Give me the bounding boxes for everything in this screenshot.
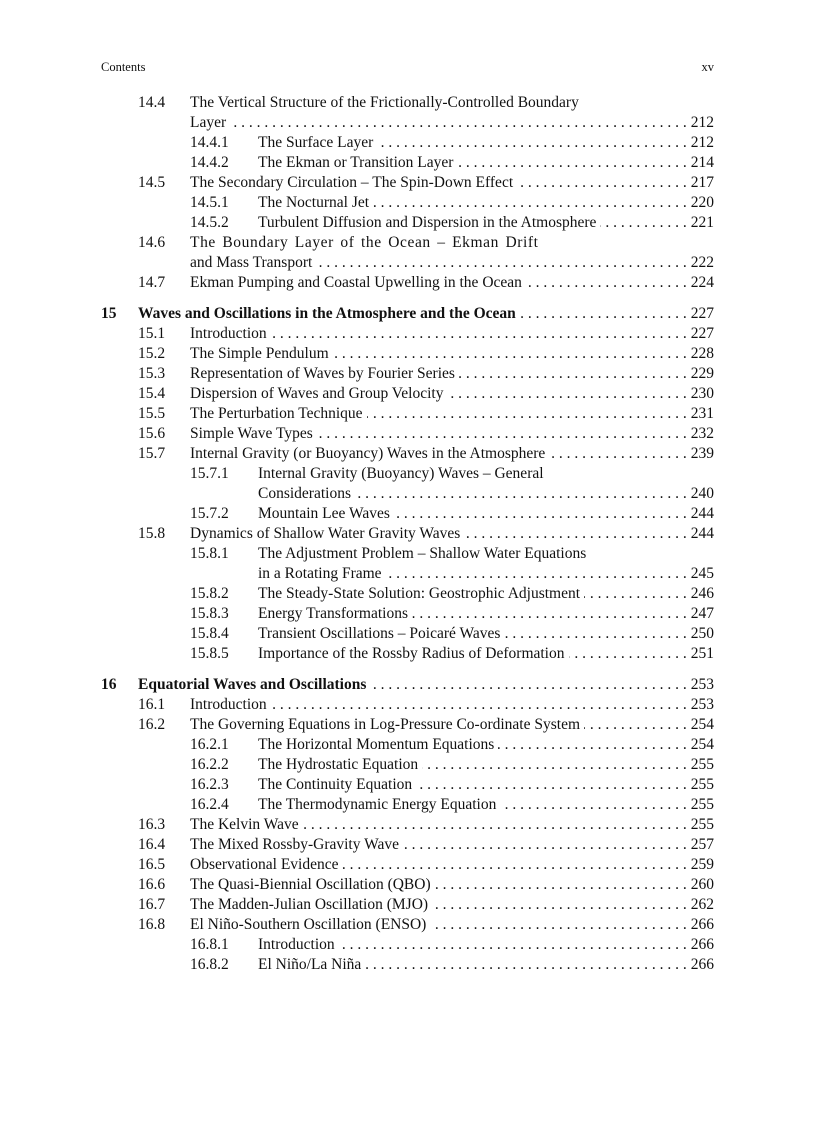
dot-leader	[316, 253, 686, 273]
dot-leader	[600, 213, 686, 233]
toc-entry-title: The Steady-State Solution: Geostrophic Adjustment	[258, 585, 581, 602]
toc-entry-number: 16.2.4	[190, 796, 229, 813]
dot-leader	[498, 735, 686, 755]
toc-entry[interactable]	[101, 193, 714, 213]
toc-entry-page: 224	[690, 274, 714, 291]
dot-leader	[526, 273, 687, 293]
toc-entry-content	[190, 895, 714, 915]
dot-leader	[517, 173, 687, 193]
toc-entry[interactable]	[101, 404, 714, 424]
toc-entry-title: The Adjustment Problem – Shallow Water Equations	[258, 545, 587, 562]
toc-entry-content	[190, 875, 714, 895]
toc-entry[interactable]	[101, 424, 714, 444]
toc-entry-number: 16.6	[138, 876, 166, 893]
toc-entry-title: El Niño-Southern Oscillation (ENSO)	[190, 916, 427, 933]
toc-entry-page: 212	[690, 114, 714, 131]
toc-entry-number: 15.3	[138, 365, 166, 382]
toc-entry-content	[258, 213, 714, 233]
toc-entry-number: 16.8.2	[190, 956, 229, 973]
toc-entry-page: 266	[690, 936, 714, 953]
toc-entry-page: 253	[690, 676, 714, 693]
toc-entry[interactable]	[101, 875, 714, 895]
toc-entry-title: The Governing Equations in Log-Pressure Co-ordinate System	[190, 716, 581, 733]
toc-entry-number: 14.5.2	[190, 214, 229, 231]
toc-entry[interactable]	[101, 444, 714, 464]
dot-leader	[342, 855, 686, 875]
toc-entry-page: 266	[690, 956, 714, 973]
toc-entry[interactable]	[101, 233, 714, 253]
toc-entry[interactable]	[101, 915, 714, 935]
toc-entry-number: 14.7	[138, 274, 166, 291]
toc-entry-number: 14.4.1	[190, 134, 229, 151]
toc-entry-number: 15.8.3	[190, 605, 229, 622]
toc-entry-number: 16.1	[138, 696, 166, 713]
toc-entry-page: 217	[690, 174, 714, 191]
toc-entry-number: 16.3	[138, 816, 166, 833]
toc-entry-content	[190, 233, 714, 253]
toc-entry-page: 229	[690, 365, 714, 382]
toc-entry[interactable]	[101, 213, 714, 233]
toc-entry-continuation[interactable]	[101, 484, 714, 504]
toc-entry[interactable]	[101, 384, 714, 404]
toc-entry-content	[190, 424, 714, 444]
toc-entry-page: 220	[690, 194, 714, 211]
toc-entry-page: 240	[690, 485, 714, 502]
toc-entry-page: 255	[690, 796, 714, 813]
dot-leader	[447, 384, 686, 404]
dot-leader	[271, 695, 687, 715]
dot-leader	[435, 875, 687, 895]
toc-entry-content	[190, 113, 714, 133]
toc-entry-title: Ekman Pumping and Coastal Upwelling in the Ocean	[190, 274, 522, 291]
dot-leader	[394, 504, 687, 524]
toc-entry-number: 15.8	[138, 525, 166, 542]
toc-entry-number: 16.5	[138, 856, 166, 873]
toc-entry[interactable]	[101, 173, 714, 193]
toc-entry-title: in a Rotating Frame	[258, 565, 382, 582]
toc-entry-number: 16.4	[138, 836, 166, 853]
toc-entry-title: Equatorial Waves and Oscillations	[138, 676, 367, 693]
toc-entry-page: 255	[690, 756, 714, 773]
dot-leader	[339, 935, 687, 955]
dot-leader	[504, 624, 686, 644]
toc-entry-title: El Niño/La Niña	[258, 956, 362, 973]
toc-entry-content	[190, 815, 714, 835]
toc-entry-content	[190, 324, 714, 344]
toc-entry-number: 16.2	[138, 716, 166, 733]
toc-entry-page: 221	[690, 214, 714, 231]
toc-entry[interactable]	[101, 895, 714, 915]
toc-entry-title: The Quasi-Biennial Oscillation (QBO)	[190, 876, 431, 893]
toc-entry-content	[190, 173, 714, 193]
dot-leader	[432, 895, 687, 915]
toc-entry-content	[190, 524, 714, 544]
dot-leader	[355, 484, 687, 504]
dot-leader	[333, 344, 687, 364]
toc-entry-page: 239	[690, 445, 714, 462]
toc-entry-title: The Horizontal Momentum Equations	[258, 736, 495, 753]
toc-entry-page: 260	[690, 876, 714, 893]
toc-entry-title: Mountain Lee Waves	[258, 505, 390, 522]
toc-entry-number: 15	[101, 305, 117, 322]
dot-leader	[584, 715, 687, 735]
toc-entry-content	[190, 855, 714, 875]
toc-entry-content	[190, 344, 714, 364]
toc-entry-number: 14.5	[138, 174, 166, 191]
dot-leader	[457, 153, 686, 173]
toc-entry-number: 16.2.3	[190, 776, 229, 793]
toc-entry-title: Dispersion of Waves and Group Velocity	[190, 385, 444, 402]
toc-entry-page: 259	[690, 856, 714, 873]
dot-leader	[373, 193, 687, 213]
toc-entry-title: Representation of Waves by Fourier Series	[190, 365, 455, 382]
toc-entry-number: 16.7	[138, 896, 166, 913]
toc-entry[interactable]	[101, 544, 714, 564]
toc-entry[interactable]	[101, 835, 714, 855]
toc-entry[interactable]	[101, 464, 714, 484]
running-head-title: Contents	[101, 60, 146, 74]
toc-entry-content	[190, 835, 714, 855]
dot-leader	[500, 795, 686, 815]
toc-entry-number: 14.6	[138, 234, 166, 251]
toc-entry-page: 262	[690, 896, 714, 913]
toc-entry-title: Considerations	[258, 485, 351, 502]
toc-entry-page: 266	[690, 916, 714, 933]
toc-entry[interactable]	[101, 715, 714, 735]
toc-entry-content	[258, 153, 714, 173]
toc-entry-title: The Secondary Circulation – The Spin-Down Effect	[190, 174, 514, 191]
toc-entry-content	[190, 444, 714, 464]
toc-entry-content	[258, 955, 714, 975]
toc-entry[interactable]	[101, 344, 714, 364]
toc-entry-page: 228	[690, 345, 714, 362]
toc-entry-number: 15.8.4	[190, 625, 229, 642]
toc-entry[interactable]	[101, 935, 714, 955]
toc-entry-number: 16.8.1	[190, 936, 229, 953]
toc-entry-content	[258, 935, 714, 955]
toc-entry-number: 15.8.2	[190, 585, 229, 602]
dot-leader	[459, 364, 687, 384]
toc-entry-title: The Nocturnal Jet	[258, 194, 370, 211]
toc-entry-page: 251	[690, 645, 714, 662]
dot-leader	[365, 955, 686, 975]
running-head	[101, 60, 714, 76]
dot-leader	[422, 755, 687, 775]
table-of-contents	[101, 93, 714, 975]
toc-entry-page: 214	[690, 154, 714, 171]
toc-entry-title: Internal Gravity (Buoyancy) Waves – General	[258, 465, 544, 482]
toc-chapter-entry[interactable]	[101, 675, 714, 695]
toc-entry-title: Simple Wave Types	[190, 425, 313, 442]
toc-entry-content	[138, 304, 714, 324]
dot-leader	[520, 304, 687, 324]
dot-leader	[370, 675, 686, 695]
dot-leader	[317, 424, 687, 444]
toc-entry[interactable]	[101, 604, 714, 624]
toc-entry-page: 227	[690, 325, 714, 342]
toc-entry-title: The Ekman or Transition Layer	[258, 154, 454, 171]
toc-entry-title: The Perturbation Technique	[190, 405, 363, 422]
toc-entry[interactable]	[101, 504, 714, 524]
dot-leader	[412, 604, 687, 624]
toc-entry-title: The Hydrostatic Equation	[258, 756, 419, 773]
dot-leader	[464, 524, 686, 544]
toc-entry-content	[190, 915, 714, 935]
toc-entry-content	[190, 93, 714, 113]
toc-entry-content	[258, 584, 714, 604]
toc-entry-content	[258, 544, 714, 564]
toc-entry-page: 232	[690, 425, 714, 442]
toc-entry-title: Energy Transformations	[258, 605, 408, 622]
toc-entry-title: Transient Oscillations – Poicaré Waves	[258, 625, 501, 642]
toc-entry-content	[258, 464, 714, 484]
toc-entry-page: 231	[690, 405, 714, 422]
chapter-gap	[101, 664, 714, 675]
toc-entry-content	[258, 755, 714, 775]
toc-entry-number: 15.2	[138, 345, 166, 362]
toc-entry-content	[190, 715, 714, 735]
toc-entry-number: 15.1	[138, 325, 166, 342]
toc-entry-title: The Vertical Structure of the Frictionally-Controlled Boundary	[190, 94, 579, 111]
toc-entry[interactable]	[101, 695, 714, 715]
toc-entry-title: Layer	[190, 114, 227, 131]
toc-entry-title: The Boundary Layer of the Ocean – Ekman Drift	[190, 234, 539, 251]
toc-entry-number: 16.8	[138, 916, 166, 933]
toc-entry-number: 15.7.2	[190, 505, 229, 522]
toc-entry-title: The Kelvin Wave	[190, 816, 299, 833]
dot-leader	[430, 915, 686, 935]
toc-entry-content	[258, 193, 714, 213]
toc-entry[interactable]	[101, 584, 714, 604]
toc-entry-content	[258, 624, 714, 644]
toc-entry-number: 15.6	[138, 425, 166, 442]
toc-entry-number: 14.4	[138, 94, 166, 111]
toc-entry-content	[190, 364, 714, 384]
toc-entry-content	[258, 504, 714, 524]
dot-leader	[416, 775, 687, 795]
page-number-roman: xv	[701, 60, 714, 74]
chapter-gap	[101, 293, 714, 304]
toc-entry-page: 245	[690, 565, 714, 582]
toc-entry-page: 255	[690, 816, 714, 833]
toc-entry[interactable]	[101, 855, 714, 875]
toc-entry-page: 244	[690, 525, 714, 542]
toc-entry-content	[138, 675, 714, 695]
toc-entry[interactable]	[101, 273, 714, 293]
dot-leader	[367, 404, 687, 424]
toc-entry-content	[190, 384, 714, 404]
toc-entry-title: Observational Evidence	[190, 856, 339, 873]
toc-entry-title: Importance of the Rossby Radius of Deformation	[258, 645, 565, 662]
toc-entry-number: 14.4.2	[190, 154, 229, 171]
toc-entry-title: The Thermodynamic Energy Equation	[258, 796, 497, 813]
toc-entry-number: 15.5	[138, 405, 166, 422]
toc-entry[interactable]	[101, 795, 714, 815]
toc-entry-content	[258, 735, 714, 755]
toc-entry-number: 15.8.5	[190, 645, 229, 662]
toc-entry-page: 246	[690, 585, 714, 602]
toc-entry[interactable]	[101, 624, 714, 644]
toc-entry-number: 16.2.1	[190, 736, 229, 753]
toc-entry-content	[258, 775, 714, 795]
toc-entry-page: 253	[690, 696, 714, 713]
toc-entry-content	[190, 273, 714, 293]
toc-entry-content	[190, 695, 714, 715]
toc-entry-title: Introduction	[258, 936, 335, 953]
toc-entry-title: Turbulent Diffusion and Dispersion in the Atmosphere	[258, 214, 597, 231]
toc-entry[interactable]	[101, 153, 714, 173]
toc-entry[interactable]	[101, 955, 714, 975]
toc-entry-page: 244	[690, 505, 714, 522]
toc-entry[interactable]	[101, 524, 714, 544]
toc-entry-content	[258, 484, 714, 504]
toc-entry[interactable]	[101, 735, 714, 755]
toc-entry-content	[258, 604, 714, 624]
toc-entry-page: 250	[690, 625, 714, 642]
toc-entry-page: 255	[690, 776, 714, 793]
toc-chapter-entry[interactable]	[101, 304, 714, 324]
toc-entry[interactable]	[101, 644, 714, 664]
toc-entry-page: 254	[690, 716, 714, 733]
dot-leader	[377, 133, 686, 153]
toc-entry-page: 230	[690, 385, 714, 402]
toc-entry-content	[258, 795, 714, 815]
toc-entry-title: Internal Gravity (or Buoyancy) Waves in the Atmosphere	[190, 445, 546, 462]
toc-entry-continuation[interactable]	[101, 253, 714, 273]
toc-entry[interactable]	[101, 815, 714, 835]
dot-leader	[569, 644, 687, 664]
toc-entry-number: 15.7	[138, 445, 166, 462]
toc-entry-number: 15.4	[138, 385, 166, 402]
toc-entry-title: Introduction	[190, 696, 267, 713]
toc-entry[interactable]	[101, 755, 714, 775]
toc-entry-title: The Madden-Julian Oscillation (MJO)	[190, 896, 429, 913]
toc-entry-page: 254	[690, 736, 714, 753]
toc-entry-content	[258, 564, 714, 584]
toc-entry-content	[190, 404, 714, 424]
dot-leader	[230, 113, 687, 133]
toc-entry[interactable]	[101, 775, 714, 795]
toc-entry[interactable]	[101, 324, 714, 344]
toc-entry-number: 14.5.1	[190, 194, 229, 211]
dot-leader	[271, 324, 687, 344]
toc-entry-continuation[interactable]	[101, 113, 714, 133]
toc-entry-title: and Mass Transport	[190, 254, 313, 271]
toc-entry-number: 15.8.1	[190, 545, 229, 562]
toc-entry-page: 212	[690, 134, 714, 151]
toc-entry-content	[190, 253, 714, 273]
toc-entry-number: 16	[101, 676, 117, 693]
toc-entry-title: Dynamics of Shallow Water Gravity Waves	[190, 525, 461, 542]
toc-entry-page: 257	[690, 836, 714, 853]
toc-entry-content	[258, 133, 714, 153]
dot-leader	[403, 835, 687, 855]
toc-entry-number: 15.7.1	[190, 465, 229, 482]
toc-entry-page: 247	[690, 605, 714, 622]
toc-entry[interactable]	[101, 93, 714, 113]
toc-entry-title: Introduction	[190, 325, 267, 342]
toc-entry-number: 16.2.2	[190, 756, 229, 773]
toc-entry-title: Waves and Oscillations in the Atmosphere and the Ocean	[138, 305, 516, 322]
toc-entry-content	[258, 644, 714, 664]
dot-leader	[386, 564, 687, 584]
toc-entry-continuation[interactable]	[101, 564, 714, 584]
toc-entry[interactable]	[101, 364, 714, 384]
toc-entry-title: The Continuity Equation	[258, 776, 413, 793]
toc-entry-page: 222	[690, 254, 714, 271]
dot-leader	[584, 584, 687, 604]
toc-entry-title: The Mixed Rossby-Gravity Wave	[190, 836, 399, 853]
dot-leader	[303, 815, 687, 835]
toc-entry-page: 227	[690, 305, 714, 322]
dot-leader	[549, 444, 686, 464]
toc-entry[interactable]	[101, 133, 714, 153]
toc-entry-title: The Surface Layer	[258, 134, 374, 151]
toc-entry-title: The Simple Pendulum	[190, 345, 329, 362]
